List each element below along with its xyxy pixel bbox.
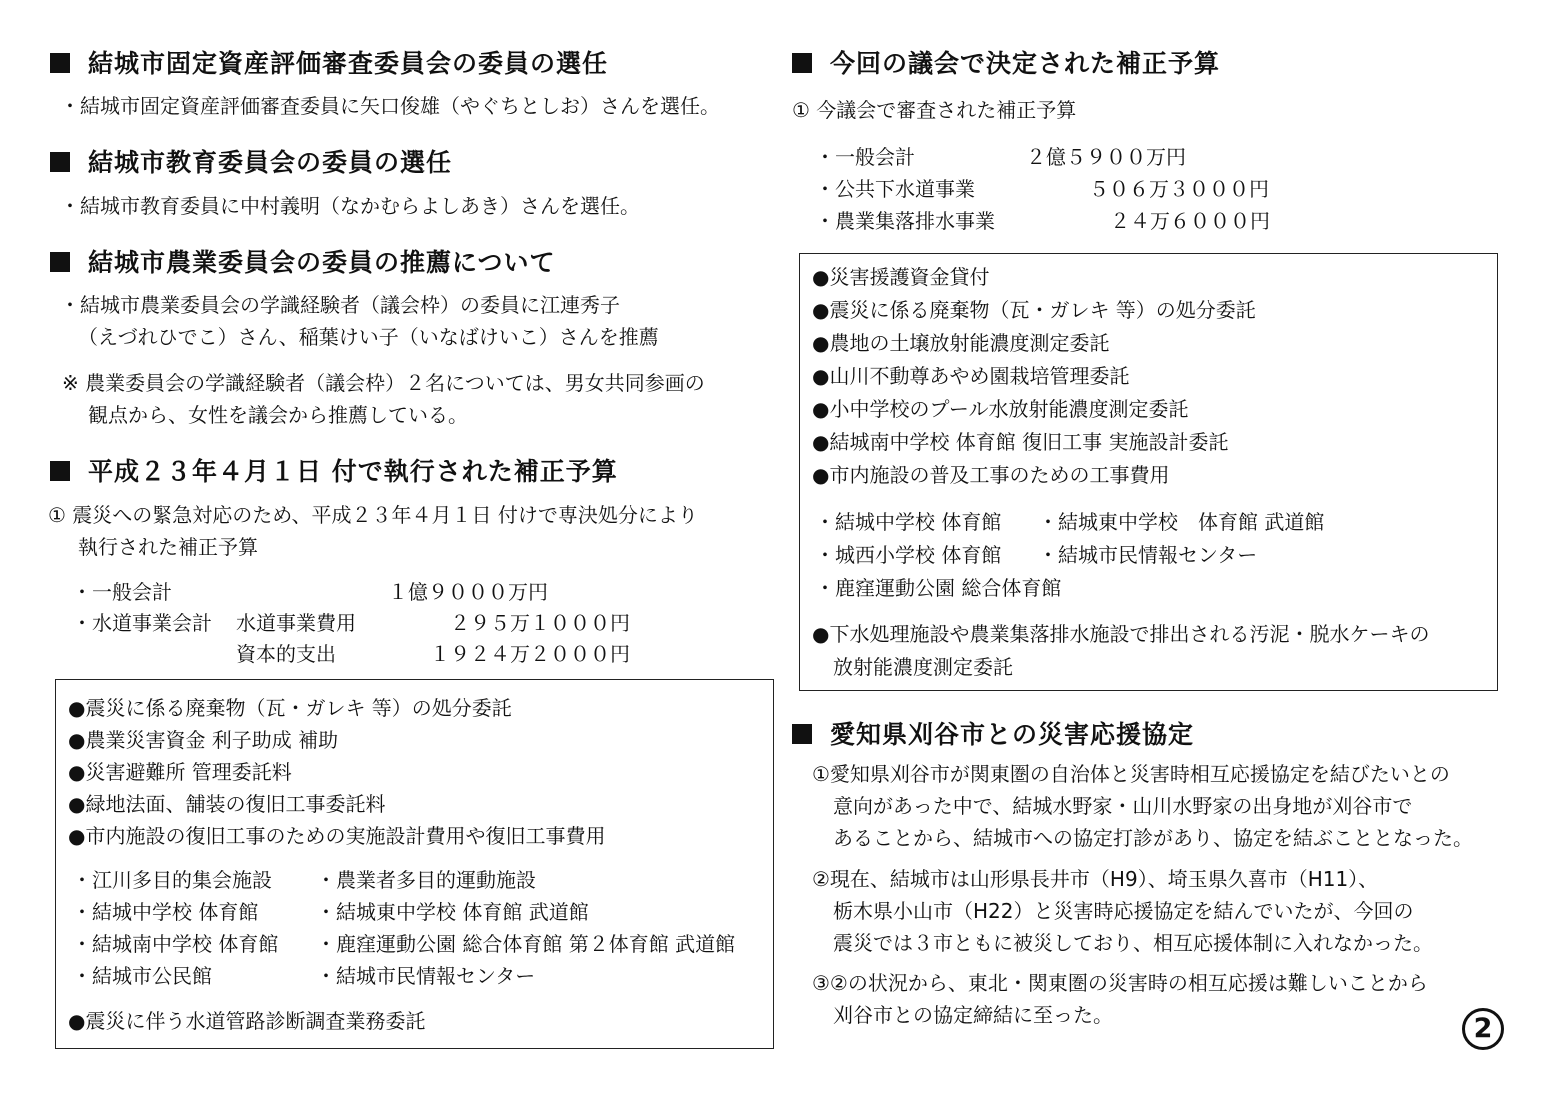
square-bullet-icon xyxy=(50,152,70,172)
budget-label: ・農業集落排水事業 xyxy=(815,209,995,233)
box-item: ●災害援護資金貸付 xyxy=(812,265,990,289)
facility-item: ・城西小学校 体育館 xyxy=(815,543,1002,567)
box-item: 放射能濃度測定委託 xyxy=(833,655,1013,679)
box-item: ●結城南中学校 体育館 復旧工事 実施設計委託 xyxy=(812,430,1229,454)
facility-item: ・結城中学校 体育館 xyxy=(72,900,259,924)
facility-item: ・江川多目的集会施設 xyxy=(72,868,272,892)
facility-item: ・結城市公民館 xyxy=(72,964,212,988)
text-line: あることから、結城市への協定打診があり、協定を結ぶこととなった。 xyxy=(833,826,1473,850)
budget-amount: ２４万６０００円 xyxy=(1110,209,1270,233)
box-item: ●震災に係る廃棄物（瓦・ガレキ 等）の処分委託 xyxy=(68,696,512,720)
budget-label: ・公共下水道事業 xyxy=(815,177,975,201)
box-item: ●緑地法面、舗装の復旧工事委託料 xyxy=(68,792,386,816)
section-title-text: 結城市教育委員会の委員の選任 xyxy=(88,148,453,177)
box-item: ●震災に係る廃棄物（瓦・ガレキ 等）の処分委託 xyxy=(812,298,1256,322)
budget-label: ・一般会計 xyxy=(815,145,915,169)
box-item: ●山川不動尊あやめ園栽培管理委託 xyxy=(812,364,1130,388)
note-line: 観点から、女性を議会から推薦している。 xyxy=(88,403,468,427)
budget-sub-label: 水道事業費用 xyxy=(236,611,356,635)
budget-sub-label: 資本的支出 xyxy=(236,642,336,666)
budget-amount: ５０６万３０００円 xyxy=(1089,177,1269,201)
square-bullet-icon xyxy=(50,252,70,272)
section-title-text: 平成２３年４月１日 付で執行された補正予算 xyxy=(88,457,618,486)
text-line: ① 震災への緊急対応のため、平成２３年４月１日 付けで専決処分により xyxy=(48,503,698,527)
section-title-fixed-asset-committee xyxy=(50,44,608,80)
section-title-current-budget xyxy=(792,44,1220,80)
square-bullet-icon xyxy=(50,461,70,481)
text-line: （えづれひでこ）さん、稲葉けい子（いなばけいこ）さんを推薦 xyxy=(78,325,659,349)
text-line: ①愛知県刈谷市が関東圏の自治体と災害時相互応援協定を結びたいとの xyxy=(812,762,1450,786)
note-line: ※ 農業委員会の学識経験者（議会枠）２名については、男女共同参画の xyxy=(62,371,705,395)
text-line: ・結城市教育委員に中村義明（なかむらよしあき）さんを選任。 xyxy=(60,194,640,218)
text-line: 震災では３市ともに被災しており、相互応援体制に入れなかった。 xyxy=(833,931,1433,955)
box-item: ●市内施設の復旧工事のための実施設計費用や復旧工事費用 xyxy=(68,824,606,848)
budget-amount: １９２４万２０００円 xyxy=(430,642,630,666)
text-line: ・結城市農業委員会の学識経験者（議会枠）の委員に江連秀子 xyxy=(60,293,620,317)
box-item: ●災害避難所 管理委託料 xyxy=(68,760,292,784)
facility-item: ・結城市民情報センター xyxy=(316,964,536,988)
page-number: 2 xyxy=(1462,1008,1504,1050)
section-title-kariya-agreement xyxy=(792,715,1194,751)
budget-amount: ２９５万１０００円 xyxy=(450,611,630,635)
text-line: 栃木県小山市（H22）と災害時応援協定を結んでいたが、今回の xyxy=(833,899,1414,923)
box-item: ●農地の土壌放射能濃度測定委託 xyxy=(812,331,1110,355)
box-item: ●下水処理施設や農業集落排水施設で排出される汚泥・脱水ケーキの xyxy=(812,622,1430,646)
box-item: ●小中学校のプール水放射能濃度測定委託 xyxy=(812,397,1189,421)
square-bullet-icon xyxy=(50,53,70,73)
facility-item: ・結城南中学校 体育館 xyxy=(72,932,279,956)
facility-item: ・農業者多目的運動施設 xyxy=(316,868,536,892)
text-line: ① 今議会で審査された補正予算 xyxy=(792,98,1077,122)
budget-amount: ２億５９００万円 xyxy=(1026,145,1186,169)
budget-label: ・水道事業会計 xyxy=(72,611,212,635)
box-item: ●農業災害資金 利子助成 補助 xyxy=(68,728,339,752)
section-title-text: 結城市固定資産評価審査委員会の委員の選任 xyxy=(88,49,609,78)
text-line: ③②の状況から、東北・関東圏の災害時の相互応援は難しいことから xyxy=(812,971,1428,995)
section-title-education-committee xyxy=(50,143,452,179)
text-line: ・結城市固定資産評価審査委員に矢口俊雄（やぐちとしお）さんを選任。 xyxy=(60,94,720,118)
section-title-text: 結城市農業委員会の委員の推薦について xyxy=(88,248,556,277)
facility-item: ・結城東中学校 体育館 武道館 xyxy=(1038,510,1325,534)
square-bullet-icon xyxy=(792,53,812,73)
box-item: ●市内施設の普及工事のための工事費用 xyxy=(812,463,1170,487)
facility-item: ・鹿窪運動公園 総合体育館 xyxy=(815,576,1062,600)
text-line: ②現在、結城市は山形県長井市（H9）、埼玉県久喜市（H11）、 xyxy=(812,867,1379,891)
text-line: 刈谷市との協定締結に至った。 xyxy=(833,1003,1113,1027)
section-title-text: 愛知県刈谷市との災害応援協定 xyxy=(830,720,1195,749)
facility-item: ・結城東中学校 体育館 武道館 xyxy=(316,900,589,924)
box-item: ●震災に伴う水道管路診断調査業務委託 xyxy=(68,1009,426,1033)
facility-item: ・結城市民情報センター xyxy=(1038,543,1258,567)
facility-item: ・結城中学校 体育館 xyxy=(815,510,1002,534)
budget-amount: １億９０００万円 xyxy=(388,580,548,604)
budget-label: ・一般会計 xyxy=(72,580,172,604)
section-title-agriculture-committee xyxy=(50,243,556,279)
text-line: 執行された補正予算 xyxy=(78,535,258,559)
section-title-april-budget xyxy=(50,452,618,488)
text-line: 意向があった中で、結城水野家・山川水野家の出身地が刈谷市で xyxy=(833,794,1413,818)
square-bullet-icon xyxy=(792,724,812,744)
section-title-text: 今回の議会で決定された補正予算 xyxy=(830,49,1221,78)
facility-item: ・鹿窪運動公園 総合体育館 第２体育館 武道館 xyxy=(316,932,736,956)
